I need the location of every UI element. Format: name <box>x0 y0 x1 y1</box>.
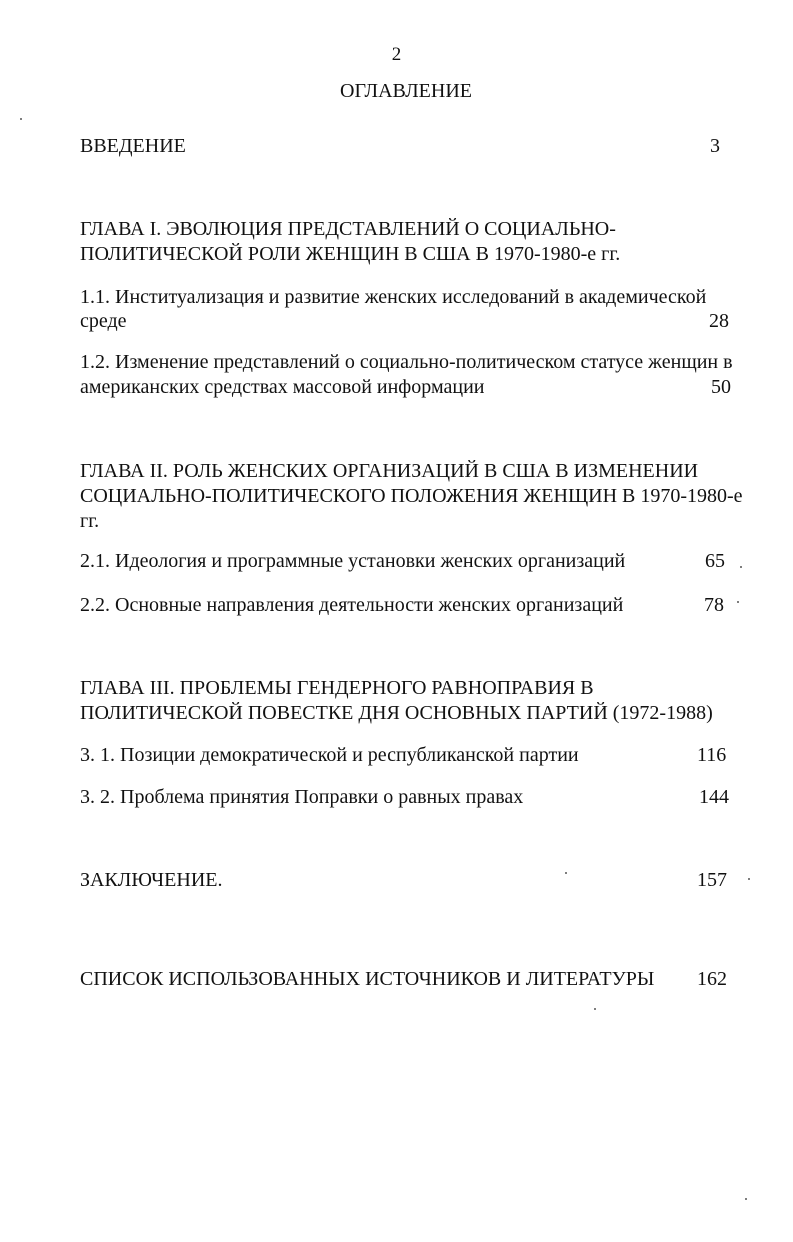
section-1-2-line-1: 1.2. Изменение представлений о социально-политическом статусе женщин в <box>80 351 733 373</box>
section-3-1-label: 3. 1. Позиции демократической и республиканской партии <box>80 744 579 766</box>
section-1-2-page: 50 <box>711 376 731 398</box>
toc-references-label: СПИСОК ИСПОЛЬЗОВАННЫХ ИСТОЧНИКОВ И ЛИТЕРАТУРЫ <box>80 968 655 990</box>
section-2-2-page: 78 <box>704 594 724 616</box>
chapter-1-heading-line-2: ПОЛИТИЧЕСКОЙ РОЛИ ЖЕНЩИН В США В 1970-1980-е гг. <box>80 243 621 265</box>
section-3-2-label: 3. 2. Проблема принятия Поправки о равных правах <box>80 786 524 808</box>
scan-speck <box>745 1198 747 1200</box>
section-3-1-page: 116 <box>697 744 727 766</box>
scan-speck <box>740 566 742 568</box>
scan-speck <box>737 601 739 603</box>
page-title: ОГЛАВЛЕНИЕ <box>340 80 472 102</box>
chapter-3-heading-line-1: ГЛАВА III. ПРОБЛЕМЫ ГЕНДЕРНОГО РАВНОПРАВИЯ В <box>80 677 594 699</box>
toc-references-page: 162 <box>697 968 727 990</box>
chapter-3-heading-line-2: ПОЛИТИЧЕСКОЙ ПОВЕСТКЕ ДНЯ ОСНОВНЫХ ПАРТИЙ (1972-1988) <box>80 702 713 724</box>
section-3-2-page: 144 <box>699 786 729 808</box>
section-1-2-line-2: американских средствах массовой информации <box>80 376 485 398</box>
chapter-2-heading-line-1: ГЛАВА II. РОЛЬ ЖЕНСКИХ ОРГАНИЗАЦИЙ В США В ИЗМЕНЕНИИ <box>80 460 699 482</box>
section-2-1-label: 2.1. Идеология и программные установки женских организаций <box>80 550 626 572</box>
chapter-2-heading-line-2: СОЦИАЛЬНО-ПОЛИТИЧЕСКОГО ПОЛОЖЕНИЯ ЖЕНЩИН В 1970-1980-е <box>80 485 743 507</box>
section-1-1-page: 28 <box>709 310 729 332</box>
page-number: 2 <box>391 44 402 65</box>
section-2-1-page: 65 <box>705 550 725 572</box>
scan-speck <box>594 1008 596 1010</box>
chapter-1-heading-line-1: ГЛАВА I. ЭВОЛЮЦИЯ ПРЕДСТАВЛЕНИЙ О СОЦИАЛЬНО- <box>80 218 616 240</box>
toc-intro-page: 3 <box>710 135 720 157</box>
toc-conclusion-page: 157 <box>697 869 727 891</box>
section-1-1-line-1: 1.1. Институализация и развитие женских исследований в академической <box>80 286 707 308</box>
toc-intro-label: ВВЕДЕНИЕ <box>80 135 186 157</box>
section-2-2-label: 2.2. Основные направления деятельности женских организаций <box>80 594 624 616</box>
toc-conclusion-label: ЗАКЛЮЧЕНИЕ. <box>80 869 223 891</box>
scan-speck <box>748 878 750 880</box>
chapter-2-heading-line-3: гг. <box>80 510 100 532</box>
scan-speck <box>565 872 567 874</box>
section-1-1-line-2: среде <box>80 310 127 332</box>
scan-speck <box>20 118 22 120</box>
